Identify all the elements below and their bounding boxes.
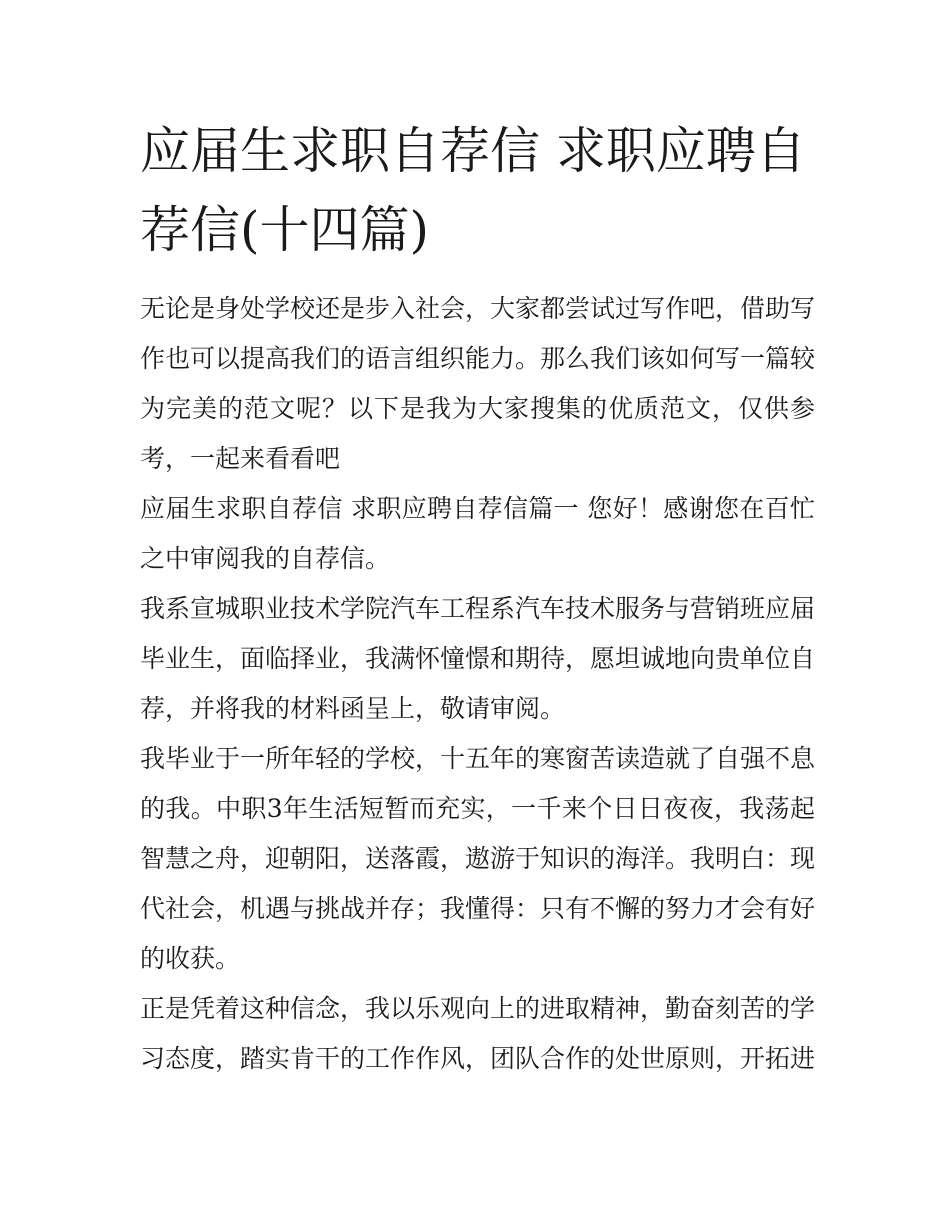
document-title: 应届生求职自荐信 求职应聘自荐信(十四篇) [140,122,806,259]
paragraph-education: 我毕业于一所年轻的学校，十五年的寒窗苦读造就了自强不息的我。中职3年生活短暂而充实，一千来个日日夜夜，我荡起智慧之舟，迎朝阳，送落霞，遨游于知识的海洋。我明白：现代社会，机遇与挑战并存；我懂得：只有不懈的努力才会有好的收获。 [140,744,816,973]
paragraph-greeting: 应届生求职自荐信 求职应聘自荐信篇一 您好！感谢您在百忙之中审阅我的自荐信。 [140,494,815,573]
paragraph-self-introduction: 我系宣城职业技术学院汽车工程系汽车技术服务与营销班应届毕业生，面临择业，我满怀憧憬和期待，愿坦诚地向贵单位自荐，并将我的材料函呈上，敬请审阅。 [140,594,816,723]
paragraph-intro: 无论是身处学校还是步入社会，大家都尝试过写作吧，借助写作也可以提高我们的语言组织能力。那么我们该如何写一篇较为完美的范文呢？以下是我为大家搜集的优质范文，仅供参考，一起来看看吧 [140,294,816,473]
document-body [140,112,815,1084]
paragraph-attitude: 正是凭着这种信念，我以乐观向上的进取精神，勤奋刻苦的学习态度，踏实肯干的工作作风，团队合作的处世原则，开拓进 [140,994,816,1073]
